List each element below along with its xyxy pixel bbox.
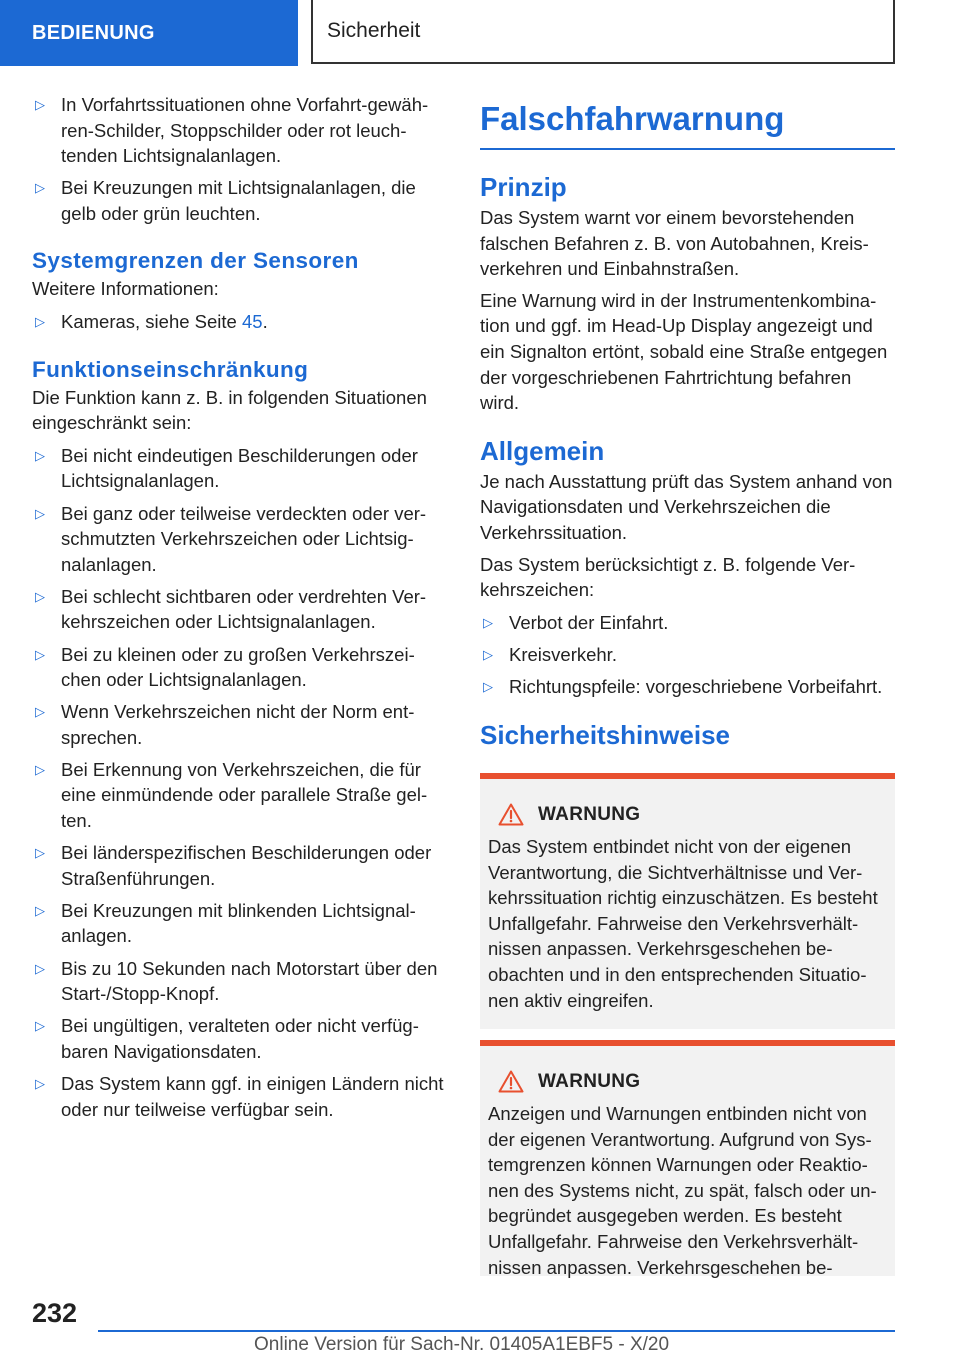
sensor-text: Weitere Informationen: [32,278,219,300]
warning-text: Das System entbindet nicht von der eigenen Verantwortung, die Sichtverhältnisse und Verkehrssituation richtig einzuschätzen. Es besteht Unfallgefahr. Fahrweise den Verkehrsverhältnissen anpassen. Verkehrsgeschehen beobachten und in den entsprechenden Situationen aktiv eingreifen. [488,836,878,1011]
footer-rule [98,1330,895,1332]
warning-text: Anzeigen und Warnungen entbinden nicht von der eigenen Verantwortung. Aufgrund von Systemgrenzen können Warnungen oder Reaktionen des Systems nicht, zu spät, falsch oder unbegründet ausgegeben werden. Es besteht Unfallgefahr. Fahrweise den Verkehrsverhältnissen anpassen. Verkehrsgeschehen be- [488,1103,877,1278]
list-item: ▷ Bei schlecht sichtbaren oder verdrehten Verkehrszeichen oder Lichtsignalanlagen. [35,585,427,633]
triangle-bullet-icon: ▷ [483,614,493,630]
warning-box-2 [480,1040,895,1276]
triangle-bullet-icon: ▷ [35,1018,45,1034]
triangle-bullet-icon: ▷ [35,761,45,777]
list-item: ▷ Bei ungültigen, veralteten oder nicht verfügbaren Navigationsdaten. [35,1015,419,1062]
page-link[interactable]: 45 [241,311,263,333]
triangle-bullet-icon: ▷ [35,314,45,330]
warning-top-line [480,773,895,779]
triangle-bullet-icon: ▷ [35,588,45,604]
list-item: ▷ Kameras, siehe Seite 45. [32,309,446,335]
chapter-tab [311,0,895,64]
triangle-bullet-icon: ▷ [35,1075,45,1091]
warning-box-1 [480,773,895,1029]
page-title: Falschfahrwarnung [480,100,785,137]
principle-heading: Prinzip [480,172,567,202]
triangle-bullet-icon: ▷ [35,646,45,662]
chapter-label: Sicherheit [327,19,421,42]
principle-paragraph-1: Das System warnt vor einem bevorstehenden falschen Befahren z. B. von Autobahnen, Kreisverkehren und Einbahnstraßen. [480,207,869,280]
function-list [32,443,446,1122]
triangle-bullet-icon: ▷ [35,704,45,720]
intro-list [32,92,446,226]
triangle-bullet-icon: ▷ [35,960,45,976]
list-item: ▷ Verbot der Einfahrt. [480,610,895,636]
general-list [480,610,895,700]
right-column [480,100,895,751]
function-text: Die Funktion kann z. B. in folgenden Situationen eingeschränkt sein: [32,386,427,434]
general-heading: Allgemein [480,435,605,466]
warning-header [498,803,887,826]
list-item: ▷ Kreisverkehr. [480,642,895,668]
list-item: ▷ Bei länderspezifischen Beschilderungen oder Straßenführungen. [35,842,432,889]
section-tab [0,0,298,66]
section-label: BEDIENUNG [32,21,155,44]
left-column [32,92,446,1129]
triangle-bullet-icon: ▷ [35,180,45,196]
safety-heading: Sicherheitshinweise [480,719,730,750]
triangle-bullet-icon: ▷ [35,902,45,918]
list-item: ▷ Bei Kreuzungen mit blinkenden Lichtsignalanlagen. [35,899,416,947]
sensor-heading: Systemgrenzen der Sensoren [32,248,359,274]
general-paragraph-2: Das System berücksichtigt z. B. folgende Verkehrszeichen: [480,553,856,601]
list-item: ▷ Wenn Verkehrszeichen nicht der Norm entsprechen. [35,701,415,748]
list-item: ▷ Bei ganz oder teilweise verdeckten oder verschmutzten Verkehrszeichen oder Lichtsignalanlagen. [35,502,427,575]
list-item: ▷ In Vorfahrtssituationen ohne Vorfahrt-gewähren-Schilder, Stoppschilder oder rot leuchtenden Lichtsignalanlagen. [35,94,429,167]
triangle-bullet-icon: ▷ [483,678,493,694]
principle-paragraph-2: Eine Warnung wird in der Instrumentenkombination und ggf. im Head-Up Display angezeigt und ein Signalton ertönt, sobald eine Straße entgegen der vorgeschriebenen Fahrtrichtung befahren wird. [480,289,888,414]
page-number: 232 [32,1298,78,1328]
list-item: ▷ Das System kann ggf. in einigen Ländern nicht oder nur teilweise verfügbar sein. [35,1072,444,1120]
list-item: ▷ Bei zu kleinen oder zu großen Verkehrszeichen oder Lichtsignalanlagen. [35,643,415,691]
triangle-bullet-icon: ▷ [483,646,493,662]
warning-top-line [480,1040,895,1046]
triangle-bullet-icon: ▷ [35,97,45,112]
warning-title: WARNUNG [538,803,641,825]
list-item: ▷ Bei Erkennung von Verkehrszeichen, die für eine einmündende oder parallele Straße gelten. [35,758,428,832]
list-item: ▷ Richtungspfeile: vorgeschriebene Vorbeifahrt. [480,674,895,700]
page-header [0,0,960,66]
sensor-list [32,309,446,335]
function-heading: Funktionseinschränkung [32,356,309,382]
list-item: ▷ Bei nicht eindeutigen Beschilderungen oder Lichtsignalanlagen. [35,444,418,492]
warning-title: WARNUNG [538,1070,641,1092]
general-paragraph-1: Je nach Ausstattung prüft das System anhand von Navigationsdaten und Verkehrszeichen die Verkehrssituation. [480,470,893,543]
footer-text: Online Version für Sach-Nr. 01405A1EBF5 - X/20 [254,1334,670,1355]
warning-triangle-icon [498,1070,524,1093]
title-rule [480,148,895,150]
warning-triangle-icon [498,803,524,826]
list-item: ▷ Bis zu 10 Sekunden nach Motorstart über den Start-/Stopp-Knopf. [35,957,438,1005]
warning-header [498,1070,887,1093]
list-item: ▷ Bei Kreuzungen mit Lichtsignalanlagen, die gelb oder grün leuchten. [35,177,416,224]
triangle-bullet-icon: ▷ [35,845,45,861]
triangle-bullet-icon: ▷ [35,447,45,463]
triangle-bullet-icon: ▷ [35,505,45,521]
